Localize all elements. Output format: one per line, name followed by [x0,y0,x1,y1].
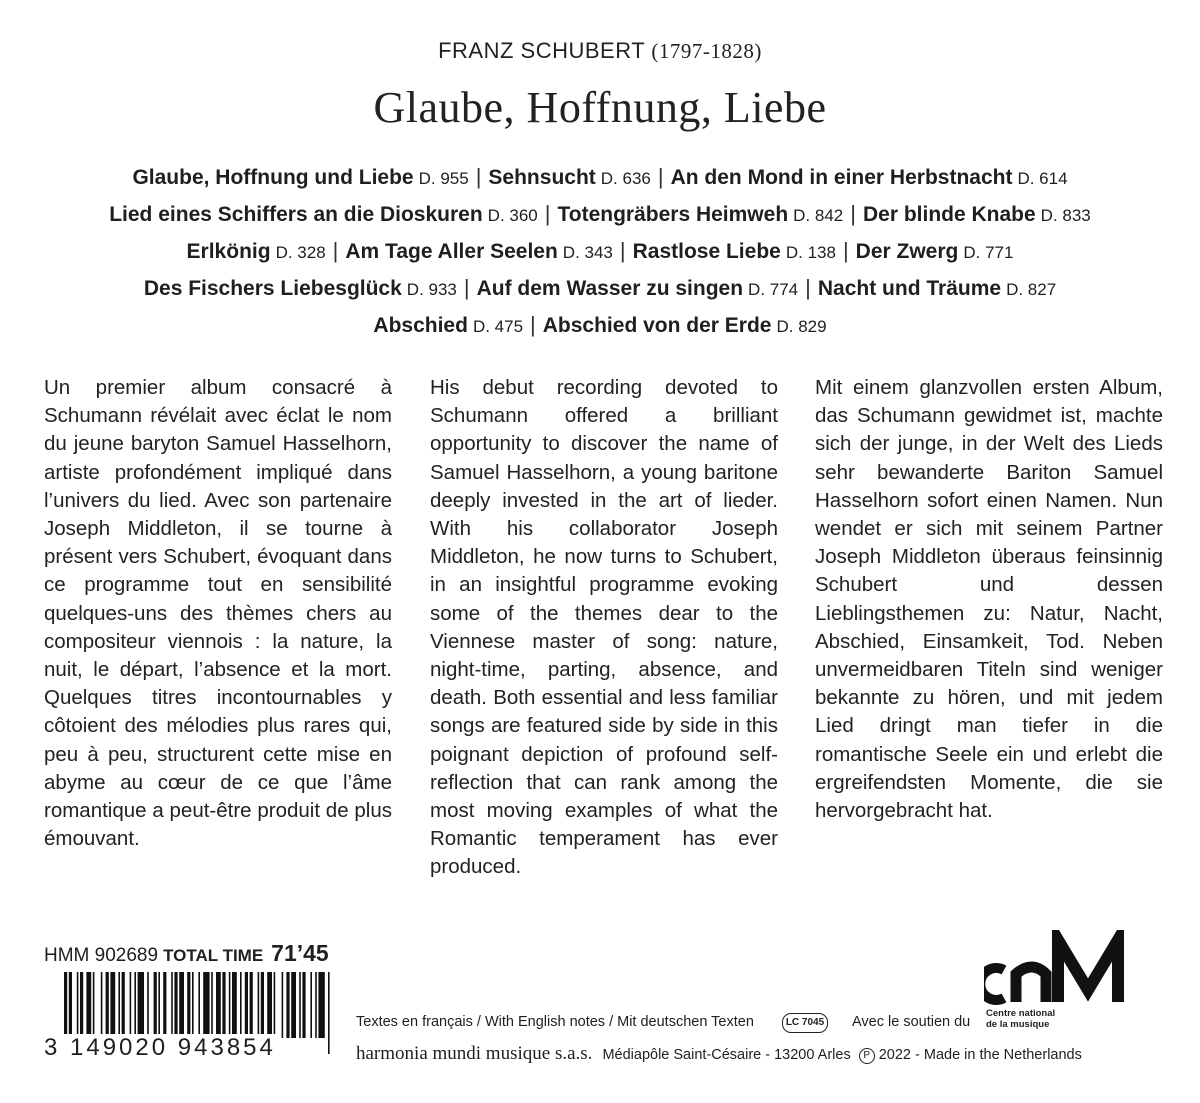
deutsch-number: D. 614 [1017,169,1068,188]
barcode-bar [267,972,272,1038]
support-text: Avec le soutien du [852,1014,971,1030]
barcode-bar [147,972,149,1038]
barcode-bar [250,972,253,1038]
track-item [477,277,799,300]
publisher-address: Médiapôle Saint-Césaire - 13200 Arles [602,1047,851,1063]
barcode-bar [110,972,115,1038]
deutsch-number: D. 328 [275,243,326,262]
barcode-bar [318,972,324,1038]
barcode-bar [122,972,125,1038]
barcode-bar [86,972,91,1038]
track-title: Abschied von der Erde [542,314,772,337]
track-title: Sehnsucht [488,166,596,189]
deutsch-number: D. 842 [793,206,844,225]
barcode-bar [240,972,242,1038]
barcode-bar [299,972,301,1038]
track-item [373,314,523,337]
language-notes: Textes en français / With English notes / Mit deutschen Texten [356,1014,754,1030]
track-item [633,240,836,263]
tracklist-line [0,158,1200,195]
deutsch-number: D. 833 [1040,206,1091,225]
barcode-bar [192,972,194,1038]
barcode-bar [203,972,209,1038]
track-separator: | [842,238,849,263]
deutsch-number: D. 636 [600,169,651,188]
track-title: Totengräbers Heimweh [557,203,789,226]
tracklist-line [0,306,1200,343]
barcode [44,972,344,1067]
barcode-bar [245,972,248,1038]
barcode-bar [130,972,132,1038]
track-item [818,277,1056,300]
copyright-text: 2022 - Made in the Netherlands [878,1047,1082,1063]
barcode-bar [174,972,177,1038]
composer-heading [0,38,1200,64]
cnm-logo-icon [984,930,1144,1010]
catalog-number: HMM 902689 [44,945,159,966]
label-name: harmonia mundi musique s.a.s. [356,1043,593,1064]
track-separator: | [805,275,811,300]
track-item [109,203,538,226]
track-title: Erlkönig [186,240,271,263]
deutsch-number: D. 138 [785,243,836,262]
barcode-bar [291,972,296,1038]
track-title: Rastlose Liebe [632,240,781,263]
barcode-bar [232,972,237,1038]
barcode-digits-wrap [44,1034,344,1062]
barcode-bar [80,972,83,1038]
barcode-bar [222,972,225,1038]
track-item [671,166,1068,189]
barcode-bar [274,972,276,1038]
track-item [345,240,613,263]
track-title: Der Zwerg [855,240,959,263]
barcode-bar [93,972,95,1038]
barcode-bar [282,972,284,1038]
barcode-bar [310,972,312,1038]
text-english: His debut recording devoted to Schumann offered a brilliant opportunity to discover the name of Samuel Hasselhorn, a young baritone deeply invested in the art of lieder. With his collaborator Joseph Middleton, he now turns to Schubert, in an insightful programme evoking some of the themes dear to the Viennese master of song: nature, night-time, parting, absence, and death. Both essential and less familiar songs are featured side by side in this poignant depiction of profound self-reflection that can rank among the most moving examples of what the Romantic temperament has ever produced. [430,376,778,879]
barcode-bar [101,972,103,1038]
barcode-bar [216,972,221,1038]
text-german: Mit einem glanzvollen ersten Album, das Schumann gewidmet ist, machte sich der junge, in der Welt des Lieds sehr bewanderte Bariton Samuel Hasselhorn sofort einen Namen. Nun wendet er sich mit seinem Partner Joseph Middleton überaus feinsinnig Schubert und dessen Lieblingsthemen zu: Natur, Nacht, Abschied, Einsamkeit, Tod. Neben unvermeidbaren Titeln sind weniger bekannte zu hören, und mit jedem Lied dringt man tiefer in die romantische Seele ein und erlebt die ergreifendsten Momente, die sie hervorgebracht hat. [815,376,1163,823]
track-title: Auf dem Wasser zu singen [476,277,744,300]
barcode-bar [134,972,136,1038]
deutsch-number: D. 771 [963,243,1014,262]
track-separator: | [619,238,626,263]
composer-name: FRANZ SCHUBERT [438,38,645,63]
track-title: Am Tage Aller Seelen [345,240,558,263]
barcode-bar [138,972,144,1038]
track-item [856,240,1014,263]
cnm-caption [986,1008,1055,1030]
barcode-bar [179,972,184,1038]
tracklist-line [0,195,1200,232]
track-item [132,166,468,189]
track-title: Des Fischers Liebesglück [143,277,402,300]
barcode-bar [163,972,166,1038]
track-title: Lied eines Schiffers an die Dioskuren [109,203,483,226]
track-separator: | [463,275,470,300]
total-time: 71’45 [271,940,329,966]
cnm-caption-line2: de la musique [986,1019,1050,1030]
barcode-bar [302,972,305,1038]
barcode-bar [158,972,160,1038]
barcode-bar [171,972,173,1038]
phonogram-copyright-icon: P [859,1048,875,1064]
barcode-bar [106,972,109,1038]
track-separator: | [475,164,482,189]
barcode-bar [258,972,260,1038]
deutsch-number: D. 360 [487,206,538,225]
deutsch-number: D. 829 [776,317,827,336]
track-item [488,166,650,189]
track-item [144,277,457,300]
barcode-bar [315,972,317,1038]
deutsch-number: D. 955 [418,169,469,188]
barcode-bar [77,972,79,1038]
track-item [863,203,1091,226]
cnm-caption-line1: Centre national [986,1008,1056,1019]
publisher-line [356,1043,1082,1065]
track-separator: | [332,238,339,263]
deutsch-number: D. 933 [406,280,457,299]
barcode-bar [187,972,190,1038]
track-item [187,240,326,263]
track-item [557,203,843,226]
lc-code-badge: LC 7045 [782,1013,828,1033]
total-time-label: TOTAL TIME [163,946,264,965]
track-title: Glaube, Hoffnung und Liebe [132,166,414,189]
tracklist-line [0,232,1200,269]
track-separator: | [544,201,551,226]
track-separator: | [530,312,536,337]
tracklist [0,158,1200,343]
barcode-bar [211,972,213,1038]
composer-dates: (1797-1828) [651,39,762,63]
track-separator: | [657,164,664,189]
track-title: Abschied [373,314,468,337]
catalog-info [44,940,329,967]
barcode-bar [198,972,200,1038]
text-french: Un premier album consacré à Schumann révélait avec éclat le nom du jeune baryton Samuel Hasselhorn, artiste profondément impliqué dans l’univers du lied. Avec son partenaire Joseph Middleton, il se tourne à présent vers Schubert, évoquant dans ce programme tout en sensibilité quelques-uns des thèmes chers au compositeur viennois : la nature, la nuit, le départ, l’absence et la mort. Quelques titres incontournables y côtoient des mélodies plus rares qui, peu à peu, structurent cette mise en abyme au cœur de ce que l’âme romantique a peut-être produit de plus émouvant. [44,376,392,851]
track-item [543,314,827,337]
track-title: Nacht und Träume [817,277,1002,300]
deutsch-number: D. 827 [1006,280,1057,299]
album-title: Glaube, Hoffnung, Liebe [373,83,827,132]
track-separator: | [850,201,856,226]
tracklist-line [0,269,1200,306]
barcode-bar [261,972,264,1038]
track-title: An den Mond in einer Herbstnacht [670,166,1013,189]
barcode-bar [118,972,120,1038]
barcode-digits: 3 149020 943854 [44,1034,276,1061]
barcode-bar [229,972,231,1038]
deutsch-number: D. 774 [748,280,799,299]
track-title: Der blinde Knabe [862,203,1036,226]
deutsch-number: D. 475 [472,317,524,336]
deutsch-number: D. 343 [562,243,613,262]
barcode-bar [286,972,289,1038]
